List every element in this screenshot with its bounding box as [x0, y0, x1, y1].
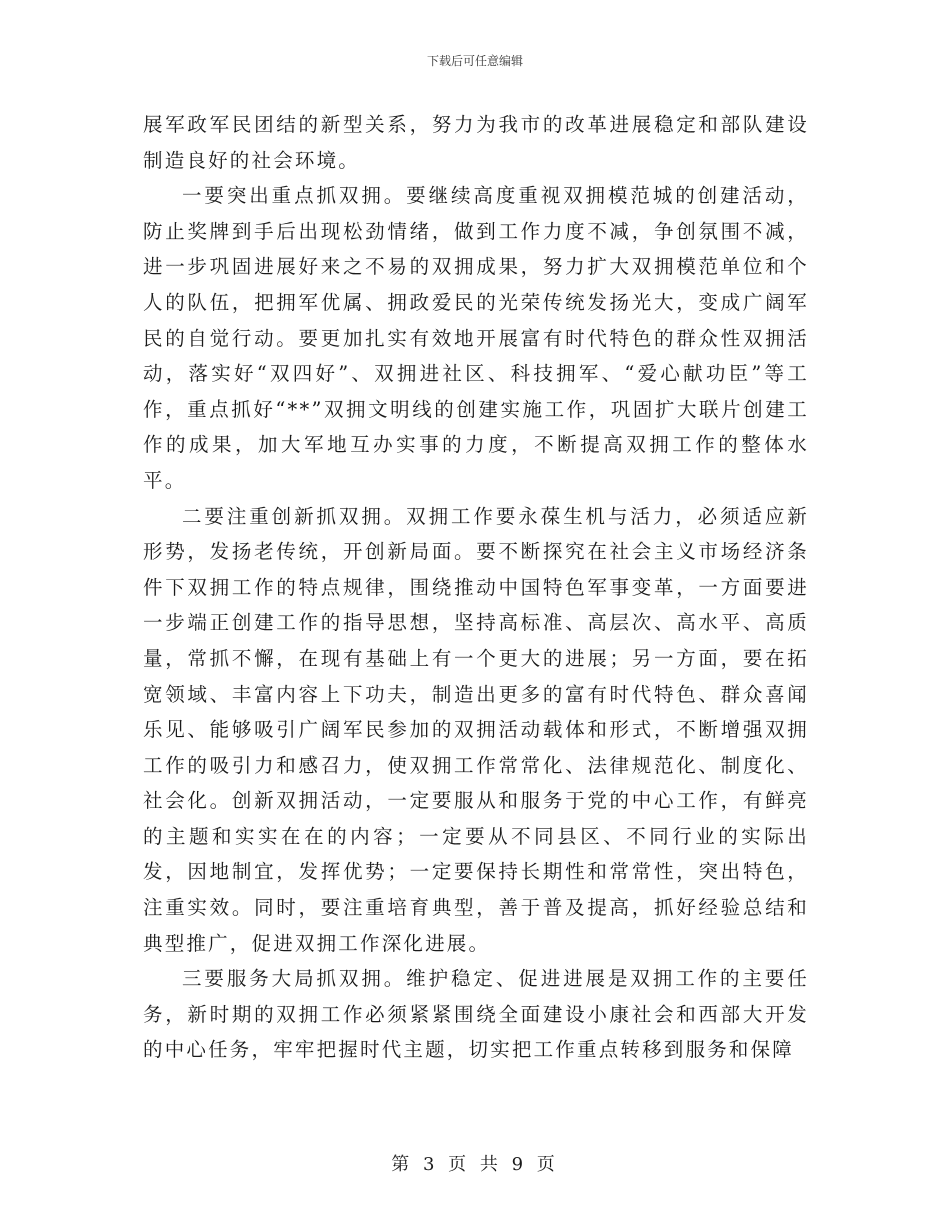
- page-number-footer: 第 3 页 共 9 页: [391, 1154, 559, 1175]
- paragraph-point-one: 一要突出重点抓双拥。要继续高度重视双拥模范城的创建活动，防止奖牌到手后出现松劲情绪，做到工作力度不减，争创氛围不减，进一步巩固进展好来之不易的双拥成果，努力扩大双拥模范单位和个人的队伍，把拥军优属、拥政爱民的光荣传统发扬光大，变成广阔军民的自觉行动。要更加扎实有效地开展富有时代特色的群众性双拥活动，落实好“双四好”、双拥进社区、科技拥军、“爱心献功臣”等工作，重点抓好“**”双拥文明线的创建实施工作，巩固扩大联片创建工作的成果，加大军地互办实事的力度，不断提高双拥工作的整体水平。: [143, 184, 809, 492]
- document-body: [143, 107, 809, 1068]
- paragraph-point-two: 二要注重创新抓双拥。双拥工作要永葆生机与活力，必须适应新形势，发扬老传统，开创新局面。要不断探究在社会主义市场经济条件下双拥工作的特点规律，围绕推动中国特色军事变革，一方面要进一步端正创建工作的指导思想，坚持高标准、高层次、高水平、高质量，常抓不懈，在现有基础上有一个更大的进展；另一方面，要在拓宽领域、丰富内容上下功夫，制造出更多的富有时代特色、群众喜闻乐见、能够吸引广阔军民参加的双拥活动载体和形式，不断增强双拥工作的吸引力和感召力，使双拥工作常常化、法律规范化、制度化、社会化。创新双拥活动，一定要服从和服务于党的中心工作，有鲜亮的主题和实实在在的内容；一定要从不同县区、不同行业的实际出发，因地制宜，发挥优势；一定要保持长期性和常常性，突出特色，注重实效。同时，要注重培育典型，善于普及提高，抓好经验总结和典型推广，促进双拥工作深化进展。: [143, 504, 809, 955]
- paragraph-point-three: 三要服务大局抓双拥。维护稳定、促进进展是双拥工作的主要任务，新时期的双拥工作必须紧紧围绕全面建设小康社会和西部大开发的中心任务，牢牢把握时代主题，切实把工作重点转移到服务和保障: [143, 967, 809, 1062]
- page-header: 下载后可任意编辑: [426, 54, 523, 68]
- paragraph-continuation: 展军政军民团结的新型关系，努力为我市的改革进展稳定和部队建设制造良好的社会环境。: [143, 113, 809, 172]
